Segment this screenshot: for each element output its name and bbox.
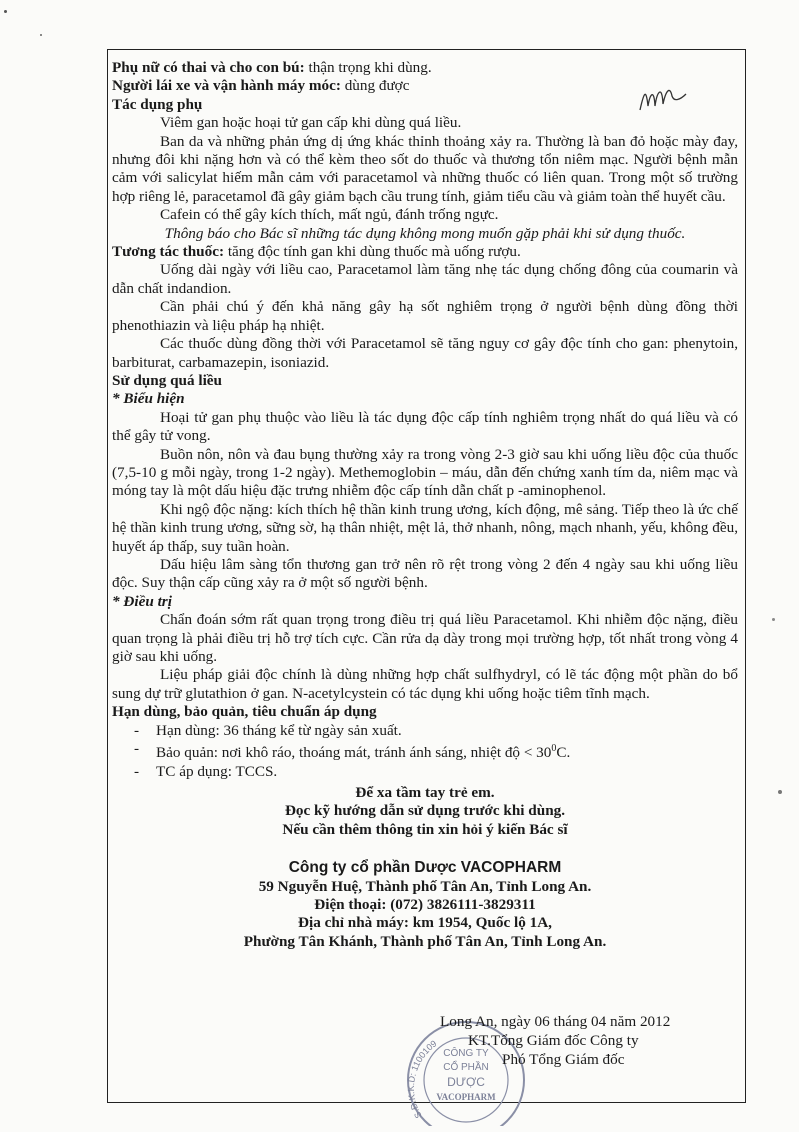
- stamp-text: DƯỢC: [447, 1075, 485, 1089]
- symptom-paragraph: Dấu hiệu lâm sàng tổn thương gan trở nên rõ rệt trong vòng 2 đến 4 ngày sau khi uống liều độc. Suy thận cấp cũng xảy ra ở một số người bệnh.: [112, 555, 738, 592]
- symptom-paragraph: Buồn nôn, nôn và đau bụng thường xảy ra trong vòng 2-3 giờ sau khi uống liều độc của thuốc (7,5-10 g mỗi ngày, trong 1-2 ngày). Methemoglobin – máu, dẫn đến chứng xanh tím da, niêm mạc và móng tay là một dấu hiệu đặc trưng nhiễm độc cấp tính dẫn chất p -aminophenol.: [112, 445, 738, 500]
- scan-speck: [4, 10, 7, 13]
- stamp-text: CỔ PHẦN: [443, 1062, 489, 1073]
- storage-item: - Bảo quản: nơi khô ráo, thoáng mát, tránh ánh sáng, nhiệt độ < $30^0C$.: [134, 740, 738, 762]
- signature-role: KT.Tổng Giám đốc Công ty: [468, 1032, 639, 1049]
- overdose-heading: Sử dụng quá liều: [112, 371, 222, 389]
- interaction-paragraph: Uống dài ngày với liều cao, Paracetamol làm tăng nhẹ tác dụng chống đông của coumarin và dẫn chất indandion.: [112, 261, 738, 297]
- side-effect-paragraph: Ban da và những phản ứng dị ứng khác thỉnh thoảng xảy ra. Thường là ban đỏ hoặc mày đay, nhưng đôi khi nặng hơn và có thể kèm theo sốt do thuốc và thương tổn niêm mạc. Người bệnh mẫn cảm với salicylat hiếm mẫn cảm với paracetamol và những thuốc có liên quan. Trong một số trường hợp riêng lẻ, paracetamol đã gây giảm bạch cầu trung tính, giảm tiểu cầu và giảm toàn thể huyết cầu.: [112, 132, 738, 205]
- storage-item: - TC áp dụng: TCCS.: [134, 763, 738, 781]
- scan-speck: [778, 790, 782, 794]
- warning-line: Nếu cần thêm thông tin xin hỏi ý kiến Bác sĩ: [282, 820, 568, 838]
- company-address: 59 Nguyễn Huệ, Thành phố Tân An, Tỉnh Long An.: [258, 877, 592, 895]
- stamp-ring-text: S.Đ.K.K.D: 1100109: [405, 1038, 439, 1120]
- scan-speck: [40, 34, 42, 36]
- symptom-paragraph: Khi ngộ độc nặng: kích thích hệ thần kinh trung ương, kích động, mê sảng. Tiếp theo là ức chế hệ thần kinh trung ương, sững sờ, hạ thân nhiệt, mệt lả, thở nhanh, nông, mạch nhanh, yếu, không đều, huyết áp thấp, suy tuần hoàn.: [112, 500, 738, 555]
- stamp-text: VACOPHARM: [436, 1092, 496, 1102]
- factory-address: Phường Tân Khánh, Thành phố Tân An, Tỉnh Long An.: [243, 932, 607, 950]
- interaction-paragraph: Cần phải chú ý đến khả năng gây hạ sốt nghiêm trọng ở người bệnh dùng đồng thời phenothiazin và liệu pháp hạ nhiệt.: [112, 298, 738, 334]
- side-effect-paragraph: Cafein có thể gây kích thích, mất ngủ, đánh trống ngực.: [160, 206, 499, 224]
- symptom-paragraph: Hoại tử gan phụ thuộc vào liều là tác dụng độc cấp tính nghiêm trọng nhất do quá liều và có thể gây tử vong.: [112, 408, 738, 445]
- treatment-paragraph: Liệu pháp giải độc chính là dùng những hợp chất sulfhydryl, có lẽ tác động một phần do bổ sung dự trữ glutathion ở gan. N-acetylcystein có tác dụng khi uống hoặc tiêm tĩnh mạch.: [112, 666, 738, 702]
- storage-item: - Hạn dùng: 36 tháng kể từ ngày sản xuất.: [134, 722, 738, 740]
- interaction-paragraph: Các thuốc dùng đồng thời với Paracetamol sẽ tăng nguy cơ gây độc tính cho gan: phenytoin, barbiturat, carbamazepin, isoniazid.: [112, 335, 738, 371]
- pregnancy-line: Phụ nữ có thai và cho con bú: thận trọng khi dùng.: [112, 59, 432, 76]
- storage-heading: Hạn dùng, bảo quản, tiêu chuẩn áp dụng: [112, 703, 377, 721]
- side-effects-heading: Tác dụng phụ: [112, 95, 203, 113]
- warning-line: Đọc kỹ hướng dẫn sử dụng trước khi dùng.: [284, 802, 566, 820]
- stamp-text: CÔNG TY: [443, 1048, 489, 1059]
- document-body: [112, 59, 738, 951]
- signature-role: Phó Tổng Giám đốc: [502, 1051, 625, 1068]
- company-name: Công ty cổ phần Dược VACOPHARM: [288, 859, 562, 877]
- treatment-subheading: * Điều trị: [112, 592, 172, 610]
- driving-line: Người lái xe và vận hành máy móc: dùng được: [112, 77, 410, 95]
- company-phone: Điện thoại: (072) 3826111-3829311: [314, 895, 536, 913]
- side-effect-notice: Thông báo cho Bác sĩ những tác dụng không mong muốn gặp phải khi sử dụng thuốc.: [164, 224, 686, 242]
- factory-address: Địa chỉ nhà máy: km 1954, Quốc lộ 1A,: [298, 914, 552, 932]
- interaction-line: Tương tác thuốc: tăng độc tính gan khi dùng thuốc mà uống rượu.: [112, 243, 521, 261]
- warning-line: Để xa tầm tay trẻ em.: [355, 783, 495, 801]
- side-effect-paragraph: Viêm gan hoặc hoại tử gan cấp khi dùng quá liều.: [160, 114, 462, 132]
- treatment-paragraph: Chẩn đoán sớm rất quan trọng trong điều trị quá liều Paracetamol. Khi nhiễm độc nặng, điều quan trọng là phải điều trị hỗ trợ tích cực. Cần rửa dạ dày trong mọi trường hợp, tốt nhất trong vòng 4 giờ sau khi uống.: [112, 611, 738, 665]
- signature-date: Long An, ngày 06 tháng 04 năm 2012: [440, 1013, 671, 1030]
- signature-block: [440, 1012, 740, 1069]
- scan-speck: [772, 618, 775, 621]
- symptoms-subheading: * Biểu hiện: [112, 390, 185, 408]
